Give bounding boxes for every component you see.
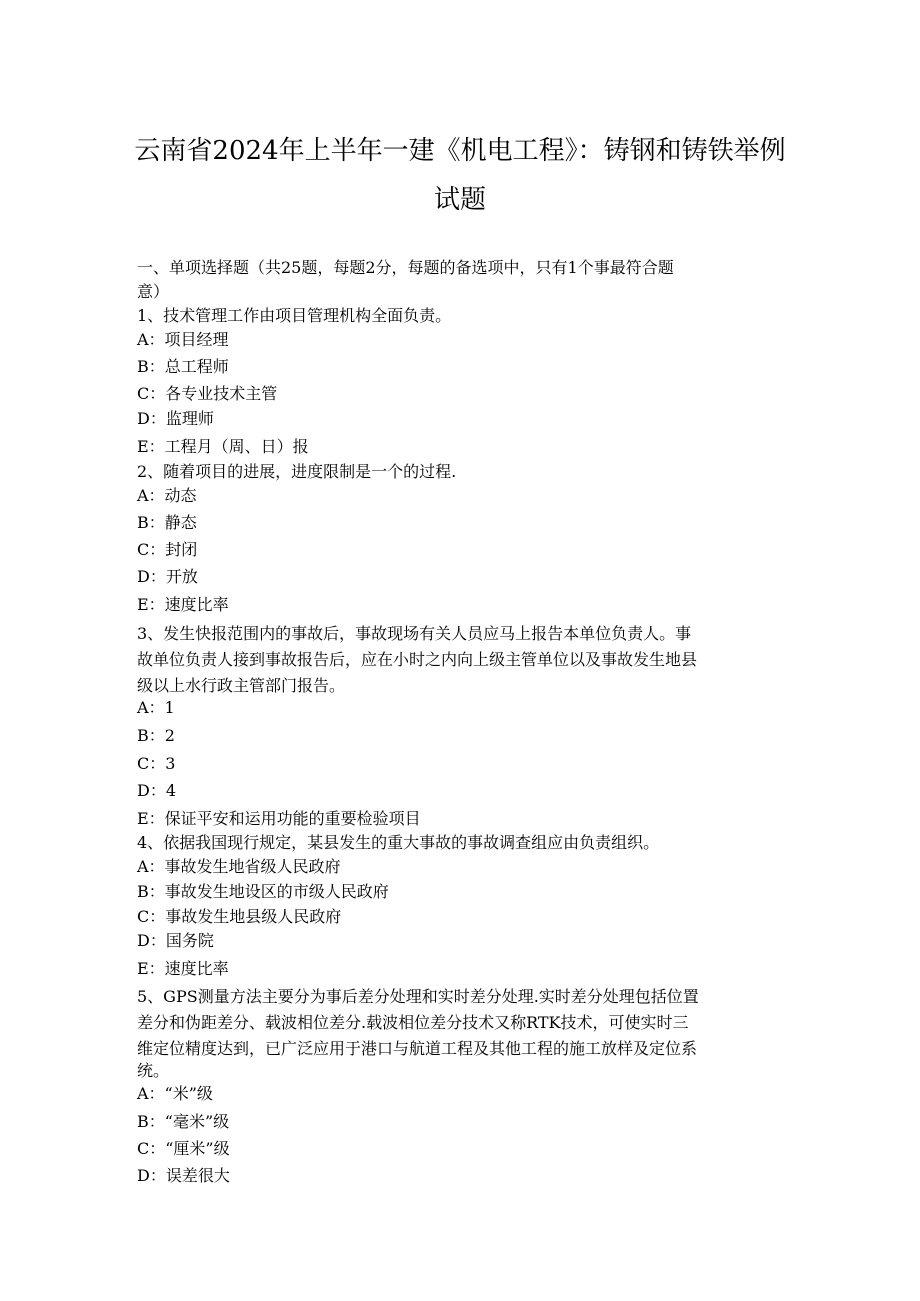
question-5-stem-line-1: 5、GPS测量方法主要分为事后差分处理和实时差分处理.实时差分处理包括位置 [137, 987, 699, 1006]
question-3-option-b: B：2 [137, 726, 175, 745]
question-4-option-c: C：事故发生地县级人民政府 [137, 907, 342, 926]
question-4-option-b: B：事故发生地设区的市级人民政府 [137, 882, 389, 901]
question-2-option-e: E：速度比率 [137, 595, 229, 614]
question-3-option-e: E：保证平安和运用功能的重要检验项目 [137, 809, 421, 828]
question-5-option-a: A：“米”级 [137, 1084, 213, 1103]
question-4-option-e: E：速度比率 [137, 959, 229, 978]
question-2-stem: 2、随着项目的进展，进度限制是一个的过程. [137, 462, 457, 481]
question-1-option-a: A：项目经理 [137, 330, 229, 349]
question-3-option-d: D：4 [137, 781, 177, 800]
question-4-stem: 4、依据我国现行规定，某县发生的重大事故的事故调查组应由负责组织。 [137, 833, 660, 852]
question-1-option-b: B：总工程师 [137, 357, 229, 376]
question-2-option-d: D：开放 [137, 567, 198, 586]
question-5-stem-line-3: 维定位精度达到，已广泛应用于港口与航道工程及其他工程的施工放样及定位系 [137, 1039, 698, 1058]
question-5-option-b: B：“毫米”级 [137, 1112, 230, 1131]
section-heading-line-2: 意） [137, 282, 170, 301]
question-3-option-a: A：1 [137, 698, 175, 717]
question-3-stem-line-1: 3、发生快报范围内的事故后，事故现场有关人员应马上报告本单位负责人。事 [137, 624, 692, 643]
question-2-option-a: A：动态 [137, 486, 197, 505]
question-4-option-d: D：国务院 [137, 931, 214, 950]
section-heading-line-1: 一、单项选择题（共25题，每题2分，每题的备选项中，只有1个事最符合题 [137, 258, 674, 277]
question-3-stem-line-2: 故单位负责人接到事故报告后，应在小时之内向上级主管单位以及事故发生地县 [137, 650, 698, 669]
document-title-line-2: 试题 [433, 185, 486, 215]
document-title-line-1: 云南省2024年上半年一建《机电工程》：铸钢和铸铁举例 [134, 136, 786, 166]
question-4-option-a: A：事故发生地省级人民政府 [137, 857, 341, 876]
question-1-option-c: C：各专业技术主管 [137, 384, 278, 403]
question-5-stem-line-2: 差分和伪距差分、载波相位差分.载波相位差分技术又称RTK技术，可使实时三 [137, 1013, 689, 1032]
question-1-stem: 1、技术管理工作由项目管理机构全面负责。 [137, 306, 452, 325]
question-5-stem-line-4: 统。 [137, 1061, 170, 1080]
question-5-option-d: D：误差很大 [137, 1166, 230, 1185]
question-2-option-b: B：静态 [137, 513, 197, 532]
question-3-stem-line-3: 级以上水行政主管部门报告。 [137, 676, 346, 695]
question-2-option-c: C：封闭 [137, 540, 198, 559]
question-3-option-c: C：3 [137, 754, 176, 773]
question-1-option-d: D：监理师 [137, 409, 214, 428]
question-1-option-e: E：工程月（周、日）报 [137, 437, 309, 456]
question-5-option-c: C：“厘米”级 [137, 1139, 230, 1158]
